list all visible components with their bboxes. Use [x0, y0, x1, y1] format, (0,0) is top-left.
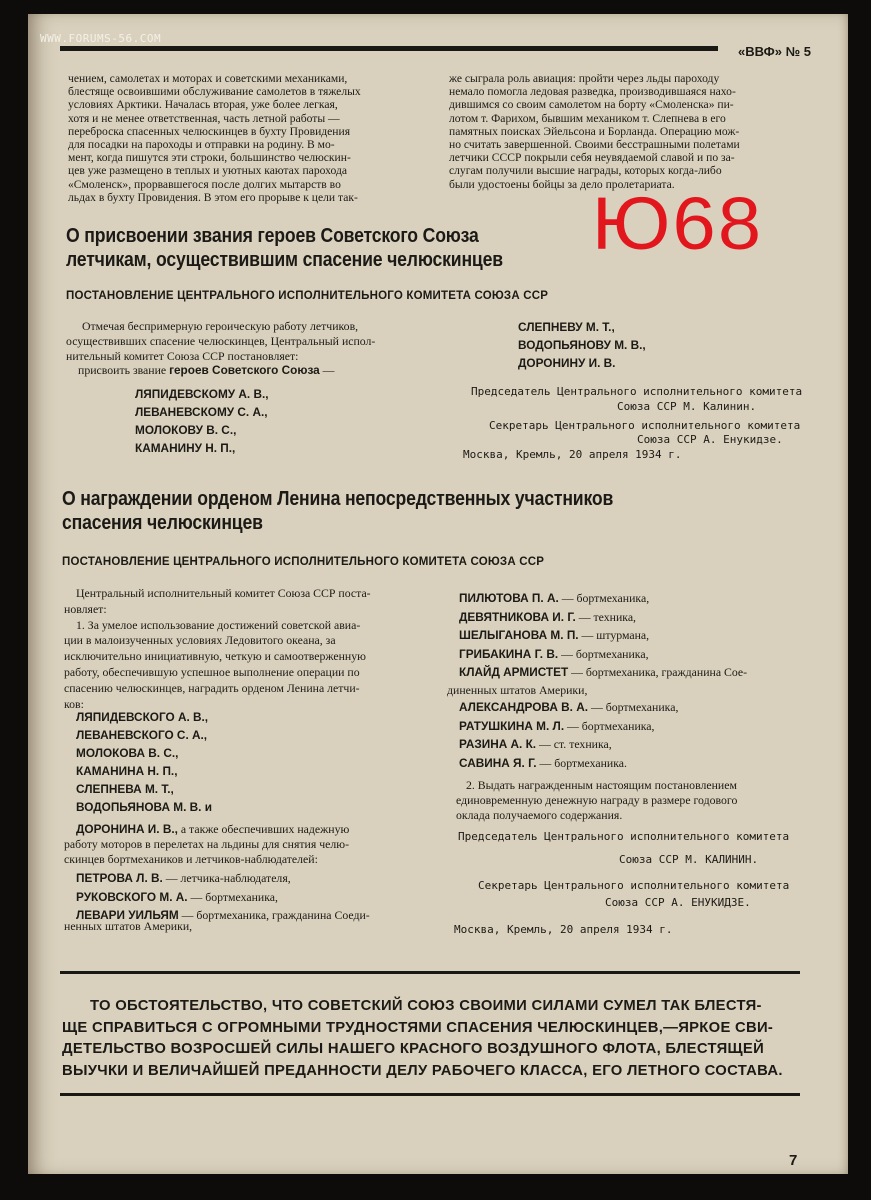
intro-line: Отмечая беспримерную героическую работу летчиков,: [82, 319, 359, 333]
section2-doronin-line: [76, 820, 349, 838]
text-line: были удостоены бойцы за дело пролетариата.: [449, 177, 675, 191]
banner-top-rule: [60, 971, 800, 974]
awardee-row: [459, 645, 747, 664]
banner-quote: [62, 996, 783, 1082]
banner-line: ВЫУЧКИ И ВЕЛИЧАЙШЕЙ ПРЕДАННОСТИ ДЕЛУ РАБОЧЕГО КЛАССА, ЕГО ЛЕТНОГО СОСТАВА.: [62, 1062, 783, 1079]
section2-right-awardees2: [459, 698, 678, 772]
awardee-role: — ст. техника,: [536, 737, 612, 752]
text-line: хотя и не менее ответственная, часть летной работы —: [68, 111, 340, 125]
intro-line: ков:: [64, 696, 84, 711]
section2-sec-line1: Секретарь Центрального исполнительного комитета: [478, 879, 790, 892]
section1-intro: [66, 319, 446, 364]
section1-names-right: [518, 318, 646, 372]
awardee-row: [459, 589, 747, 608]
section2-title-line1: О награждении орденом Ленина непосредственных участников: [62, 487, 614, 510]
awardee-name: ПИЛЮТОВА П. А.: [459, 591, 559, 605]
text-line: но считать завершенной. Своими бесстрашными полетами: [449, 138, 740, 152]
header-rule: [60, 46, 718, 51]
awardee-name: МОЛОКОВА В. С.,: [76, 746, 179, 760]
section1-title-line2: летчикам, осуществившим спасение челюскинцев: [66, 248, 503, 271]
section2-title-line2: спасения челюскинцев: [62, 511, 263, 534]
awardee-name: РУКОВСКОГО М. А.: [76, 889, 188, 904]
awardee-name: ЛЕВАРИ УИЛЬЯМ: [76, 908, 179, 923]
awardee-role: — бортмеханика,: [564, 718, 655, 733]
awardee-row: [459, 698, 678, 717]
awardee-row: [76, 888, 370, 907]
section2-chair-line2: Союза ССР М. КАЛИНИН.: [619, 853, 759, 866]
section2-place-date: Москва, Кремль, 20 апреля 1934 г.: [454, 923, 673, 936]
top-left-column: [68, 72, 434, 204]
section1-subtitle: ПОСТАНОВЛЕНИЕ ЦЕНТРАЛЬНОГО ИСПОЛНИТЕЛЬНОГО КОМИТЕТА СОЮЗА ССР: [66, 290, 549, 302]
awardee-name: РАЗИНА А. К.: [459, 737, 537, 752]
assign-tail: —: [319, 363, 335, 377]
awardee-name: РАТУШКИНА М. Л.: [459, 718, 565, 733]
awardee-name: АЛЕКСАНДРОВА В. А.: [459, 700, 589, 714]
awardee-name: САВИНА Я. Г.: [459, 755, 537, 770]
awardee-name: КАМАНИНА Н. П.,: [76, 764, 178, 778]
text-line: же сыграла роль авиация: пройти через льды пароходу: [449, 72, 720, 85]
text-line: цев уже размещено в теплых и уютных каютах парохода: [68, 164, 347, 178]
hero-name: ДОРОНИНУ И. В.: [518, 356, 616, 370]
intro-line: новляет:: [64, 601, 107, 616]
doronin-name: ДОРОНИНА И. В.,: [76, 822, 178, 836]
awardee-row: [459, 663, 747, 682]
section2-intro: [64, 586, 446, 712]
section2-right-cont-line: диненных штатов Америки,: [447, 683, 588, 697]
doronin-tail: а также обеспечивших надежную: [177, 822, 350, 836]
intro-line: ции в малоизученных условиях Ледовитого океана, за: [64, 633, 336, 648]
banner-line: ЩЕ СПРАВИТЬСЯ С ОГРОМНЫМИ ТРУДНОСТЯМИ СПАСЕНИЯ ЧЕЛЮСКИНЦЕВ,—ЯРКОЕ СВИ-: [62, 1019, 774, 1036]
intro-line: осуществивших спасение челюскинцев, Центральный испол-: [66, 334, 376, 348]
assign-bold: героев Советского Союза: [169, 363, 320, 377]
hero-name: ЛЕВАНЕВСКОМУ С. А.,: [135, 405, 268, 419]
banner-line: ТО ОБСТОЯТЕЛЬСТВО, ЧТО СОВЕТСКИЙ СОЮЗ СВОИМИ СИЛАМИ СУМЕЛ ТАК БЛЕСТЯ-: [90, 998, 762, 1014]
text-line: льдах в бухту Провидения. В этом его прорыве к цели так-: [68, 190, 358, 204]
text-line: памятных поисках Эйельсона и Борланда. Операцию мож-: [449, 124, 740, 138]
intro-line: нительный комитет Союза ССР постановляет:: [66, 349, 299, 363]
assign-text: присвоить звание: [78, 363, 170, 377]
section1-assign-line: [78, 363, 334, 378]
hero-name: ВОДОПЬЯНОВУ М. В.,: [518, 338, 646, 352]
section1-title-line1: О присвоении звания героев Советского Союза: [66, 224, 479, 247]
continuation-line: работу моторов в перелетах на льдины для снятия челю-: [64, 837, 350, 851]
top-right-column: [449, 72, 799, 191]
section1-sec-line1: Секретарь Центрального исполнительного комитета: [489, 419, 801, 432]
text-line: блестяще освоившими обслуживание самолетов в тяжелых: [68, 85, 361, 99]
intro-line: работу, обеспечившую успешное выполнение операции по: [64, 664, 360, 679]
awardee-role: — техника,: [575, 609, 637, 624]
awardee-name: ЛЕВАНЕВСКОГО С. А.,: [76, 728, 208, 742]
text-line: условиях Арктики. Началась вторая, уже более легкая,: [68, 98, 338, 112]
banner-line: ДЕТЕЛЬСТВО ВОЗРОСШЕЙ СИЛЫ НАШЕГО КРАСНОГО ВОЗДУШНОГО ФЛОТА, БЛЕСТЯЩЕЙ: [62, 1041, 765, 1057]
text-line: немало помогла ледовая разведка, производившаяся нахо-: [449, 85, 736, 99]
continuation-line: скинцев бортмехаников и летчиков-наблюдателей:: [64, 852, 318, 866]
awardee-role: — бортмеханика.: [536, 755, 627, 770]
issue-header: «ВВФ» № 5: [738, 44, 811, 59]
handwritten-archive-number: Ю68: [591, 182, 764, 265]
awardee-role: — бортмеханика,: [588, 700, 679, 714]
awardee-row: [459, 754, 678, 773]
hero-name: МОЛОКОВУ В. С.,: [135, 423, 237, 437]
hero-name: СЛЕПНЕВУ М. Т.,: [518, 320, 615, 334]
section2-subtitle: ПОСТАНОВЛЕНИЕ ЦЕНТРАЛЬНОГО ИСПОЛНИТЕЛЬНОГО КОМИТЕТА СОЮЗА ССР: [62, 556, 545, 568]
awardee-role: — штурмана,: [578, 628, 650, 643]
awardee-name: ПЕТРОВА Л. В.: [76, 871, 163, 885]
awardee-name: ЛЯПИДЕВСКОГО А. В.,: [76, 710, 209, 724]
awardee-role: — бортмеханика,: [558, 646, 649, 661]
text-line: для посадки на пароходы и отправки на родину. В мо-: [68, 138, 335, 152]
intro-line: 1. За умелое использование достижений советской авиа-: [76, 617, 361, 632]
awardee-name: ШЕЛЫГАНОВА М. П.: [459, 628, 579, 643]
text-line: «Смоленск», прорвавшегося после долгих мытарств во: [68, 177, 341, 191]
text-line: переброска спасенных челюскинцев в бухту Провидения: [68, 124, 351, 138]
banner-bottom-rule: [60, 1093, 800, 1096]
intro-line: исключительно инициативную, четкую и самоотверженную: [64, 649, 366, 664]
text-line: лотом т. Фарихом, бывшим механиком т. Слепнева в его: [449, 111, 726, 125]
hero-name: КАМАНИНУ Н. П.,: [135, 441, 236, 455]
text-line: чением, самолетах и моторах и советскими механиками,: [68, 72, 348, 85]
awardee-role: — бортмеханика,: [187, 889, 278, 904]
section1-names-left: [135, 385, 269, 457]
hero-name: ЛЯПИДЕВСКОМУ А. В.,: [135, 387, 269, 401]
awardee-role: — бортмеханика, гражданина Соеди-: [178, 908, 370, 923]
awardee-row: [459, 735, 678, 754]
point2-line: единовременную денежную награду в размере годового: [456, 793, 738, 807]
awardee-role: — летчика-наблюдателя,: [162, 871, 291, 885]
section2-left-awardees: [76, 869, 370, 925]
awardee-name: ГРИБАКИНА Г. В.: [459, 646, 559, 661]
section2-sec-line2: Союза ССР А. ЕНУКИДЗЕ.: [605, 896, 751, 909]
awardee-row: [459, 626, 747, 645]
point2-line: 2. Выдать награжденным настоящим постановлением: [466, 778, 737, 792]
text-line: слугам получили высшие награды, которых когда-либо: [449, 164, 722, 178]
point2-line: оклада получаемого содержания.: [456, 808, 623, 822]
awardee-role: — бортмеханика, гражданина Сое-: [568, 665, 748, 680]
awardee-row: [459, 608, 747, 627]
section1-chair-line1: Председатель Центрального исполнительного комитета: [471, 385, 803, 398]
section2-point2: [456, 778, 806, 823]
awardee-row: [76, 869, 370, 888]
awardee-row: [459, 717, 678, 736]
section1-place-date: Москва, Кремль, 20 апреля 1934 г.: [463, 448, 682, 461]
section2-left-last-line: ненных штатов Америки,: [64, 919, 193, 933]
text-line: мент, когда пишутся эти строки, большинство челюскин-: [68, 151, 351, 165]
intro-line: Центральный исполнительный комитет Союза ССР поста-: [76, 586, 371, 600]
section2-chair-line1: Председатель Центрального исполнительного комитета: [458, 830, 790, 843]
section1-chair-line2: Союза ССР М. Калинин.: [617, 400, 757, 413]
text-line: летчики СССР покрыли себя неувядаемой славой и по за-: [449, 151, 735, 165]
section1-sec-line2: Союза ССР А. Енукидзе.: [637, 433, 783, 446]
awardee-name: ВОДОПЬЯНОВА М. В. и: [76, 800, 212, 814]
section2-right-awardees: [459, 589, 747, 682]
awardee-name: ДЕВЯТНИКОВА И. Г.: [459, 609, 576, 624]
awardee-name: КЛАЙД АРМИСТЕТ: [459, 665, 569, 680]
awardee-name: СЛЕПНЕВА М. Т.,: [76, 782, 174, 796]
section2-names-left: [76, 708, 212, 816]
intro-line: спасению челюскинцев, наградить орденом Ленина летчи-: [64, 680, 360, 695]
watermark: WWW.FORUMS-56.COM: [40, 32, 162, 45]
text-line: дившимся со своим самолетом на борту «Смоленска» пи-: [449, 98, 734, 112]
awardee-role: — бортмеханика,: [558, 591, 650, 605]
page-number: 7: [789, 1152, 798, 1169]
section2-continuation: [64, 837, 444, 867]
